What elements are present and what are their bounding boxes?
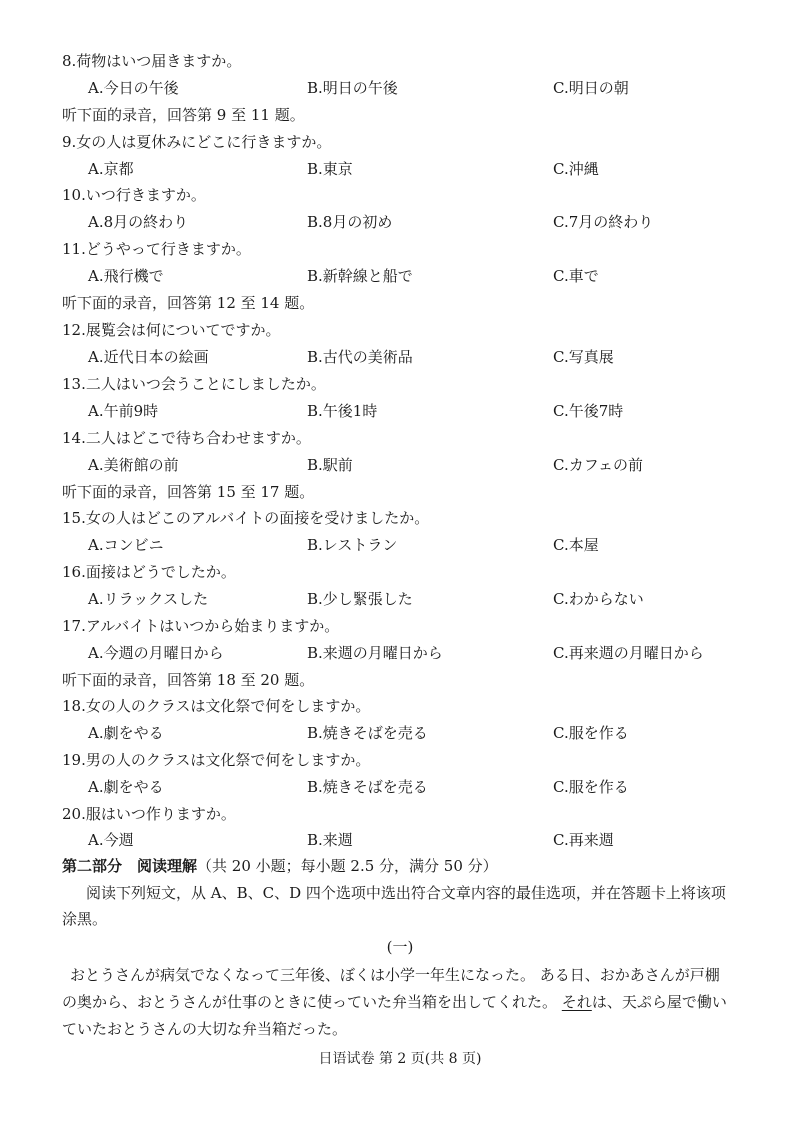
question-text: 17.アルバイトはいつから始まりますか。 xyxy=(62,617,340,635)
question-13 xyxy=(0,371,800,397)
option-a: A.コンビニ xyxy=(88,536,164,554)
part-two-instruction: 阅读下列短文，从 A、B、C、D 四个选项中选出符合文章内容的最佳选项，并在答题卡上将该项 xyxy=(86,884,726,902)
question-8 xyxy=(0,48,800,74)
option-b: B.少し緊張した xyxy=(307,590,413,608)
option-a: A.飛行機で xyxy=(88,267,164,285)
page-number: 日语试卷 第 2 页(共 8 页) xyxy=(318,1051,482,1067)
question-19 xyxy=(0,747,800,773)
question-text: 15.女の人はどこのアルバイトの面接を受けましたか。 xyxy=(62,509,430,527)
option-a: A.近代日本の絵画 xyxy=(88,348,209,366)
option-a: A.リラックスした xyxy=(88,590,209,608)
options-20 xyxy=(0,827,800,853)
option-b: B.新幹線と船で xyxy=(307,267,413,285)
option-b: B.駅前 xyxy=(307,456,353,474)
section-instruction: 听下面的录音，回答第 18 至 20 题。 xyxy=(62,671,315,689)
option-c: C.服を作る xyxy=(553,724,629,742)
question-text: 16.面接はどうでしたか。 xyxy=(62,563,236,581)
passage-heading xyxy=(0,934,800,960)
option-a: A.8月の終わり xyxy=(88,213,189,231)
option-c: C.車で xyxy=(553,267,599,285)
question-15 xyxy=(0,505,800,531)
passage-line: の奥から、おとうさんが仕事のときに使っていた弁当箱を出してくれた。 それは、天ぷら屋で働い xyxy=(62,993,727,1011)
option-b: B.焼きそばを売る xyxy=(307,778,428,796)
option-a: A.劇をやる xyxy=(88,724,164,742)
option-c: C.わからない xyxy=(553,590,644,608)
question-18 xyxy=(0,693,800,719)
option-c: C.午後7時 xyxy=(553,402,624,420)
option-a: A.今日の午後 xyxy=(88,79,179,97)
option-c: C.カフェの前 xyxy=(553,456,643,474)
part-two-instruction-cont: 涂黑。 xyxy=(62,910,108,928)
options-17 xyxy=(0,640,800,666)
question-text: 12.展覧会は何についてですか。 xyxy=(62,321,281,339)
option-b: B.古代の美術品 xyxy=(307,348,413,366)
option-b: B.レストラン xyxy=(307,536,398,554)
question-17 xyxy=(0,613,800,639)
part-two-detail: （共 20 小题；每小题 2.5 分，满分 50 分） xyxy=(197,857,498,875)
question-11 xyxy=(0,236,800,262)
option-c: C.服を作る xyxy=(553,778,629,796)
option-a: A.京都 xyxy=(88,160,134,178)
option-b: B.午後1時 xyxy=(307,402,378,420)
section-instruction: 听下面的录音，回答第 15 至 17 题。 xyxy=(62,483,315,501)
part-two-title: 第二部分 阅读理解 xyxy=(62,857,198,875)
option-c: C.写真展 xyxy=(553,348,614,366)
options-19 xyxy=(0,774,800,800)
option-c: C.本屋 xyxy=(553,536,599,554)
part-two-heading xyxy=(0,853,800,879)
question-text: 11.どうやって行きますか。 xyxy=(62,240,251,258)
options-8 xyxy=(0,75,800,101)
question-text: 20.服はいつ作りますか。 xyxy=(62,805,236,823)
question-12 xyxy=(0,317,800,343)
question-20 xyxy=(0,801,800,827)
question-text: 9.女の人は夏休みにどこに行きますか。 xyxy=(62,133,332,151)
section-instruction: 听下面的录音，回答第 12 至 14 题。 xyxy=(62,294,315,312)
question-text: 18.女の人のクラスは文化祭で何をしますか。 xyxy=(62,697,371,715)
option-b: B.8月の初め xyxy=(307,213,393,231)
options-9 xyxy=(0,156,800,182)
section-instruction: 听下面的录音，回答第 9 至 11 题。 xyxy=(62,106,305,124)
question-16 xyxy=(0,559,800,585)
question-text: 10.いつ行きますか。 xyxy=(62,186,206,204)
question-text: 19.男の人のクラスは文化祭で何をしますか。 xyxy=(62,751,371,769)
options-11 xyxy=(0,263,800,289)
passage-title: (一) xyxy=(386,938,414,956)
option-a: A.今週の月曜日から xyxy=(88,644,224,662)
question-14 xyxy=(0,425,800,451)
options-15 xyxy=(0,532,800,558)
question-text: 14.二人はどこで待ち合わせますか。 xyxy=(62,429,311,447)
options-12 xyxy=(0,344,800,370)
options-18 xyxy=(0,720,800,746)
underlined-word: それ xyxy=(561,993,592,1011)
option-c: C.再来週の月曜日から xyxy=(553,644,704,662)
option-a: A.劇をやる xyxy=(88,778,164,796)
question-9 xyxy=(0,129,800,155)
option-b: B.東京 xyxy=(307,160,353,178)
option-b: B.焼きそばを売る xyxy=(307,724,428,742)
passage-line: ていたおとうさんの大切な弁当箱だった。 xyxy=(62,1020,348,1038)
page-footer xyxy=(0,1046,800,1072)
option-c: C.7月の終わり xyxy=(553,213,654,231)
option-b: B.来週の月曜日から xyxy=(307,644,443,662)
option-c: C.再来週 xyxy=(553,831,614,849)
option-c: C.沖縄 xyxy=(553,160,599,178)
options-13 xyxy=(0,398,800,424)
options-14 xyxy=(0,452,800,478)
option-c: C.明日の朝 xyxy=(553,79,629,97)
option-a: A.午前9時 xyxy=(88,402,159,420)
option-b: B.明日の午後 xyxy=(307,79,398,97)
question-text: 8.荷物はいつ届きますか。 xyxy=(62,52,242,70)
options-10 xyxy=(0,209,800,235)
passage-line: おとうさんが病気でなくなって三年後、ぼくは小学一年生になった。 ある日、おかあさんが戸棚 xyxy=(70,966,720,984)
question-text: 13.二人はいつ会うことにしましたか。 xyxy=(62,375,326,393)
question-10 xyxy=(0,182,800,208)
option-a: A.今週 xyxy=(88,831,134,849)
options-16 xyxy=(0,586,800,612)
option-a: A.美術館の前 xyxy=(88,456,179,474)
option-b: B.来週 xyxy=(307,831,353,849)
